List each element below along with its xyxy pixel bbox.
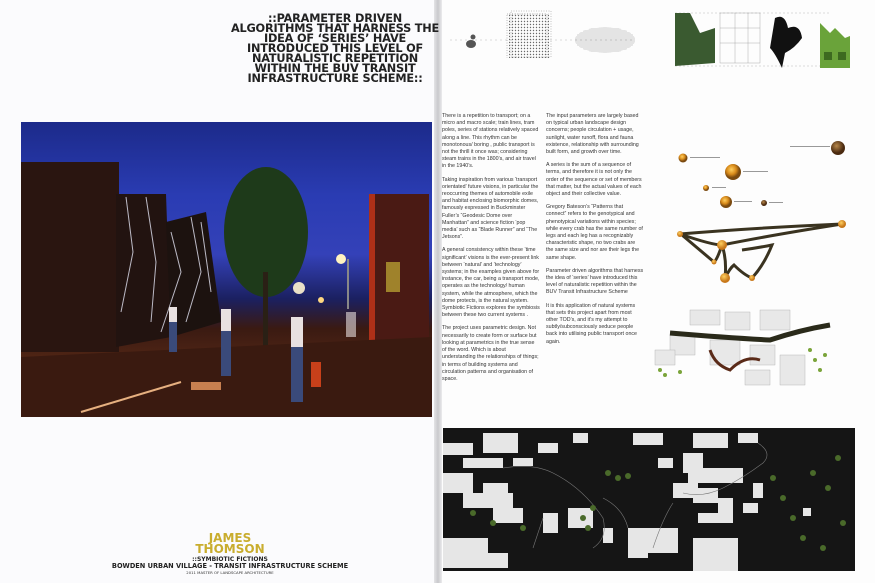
facade-sequence — [670, 8, 870, 68]
body-text-column-1 — [442, 113, 540, 389]
author-credit — [100, 533, 360, 576]
paragraph: There is a repetition to transport; on a micro and macro scale; train lines, tram poles, series of stations relatively spaced along a line. This rhythm can be monotonous/ boring , public transport is not the thrill it once was; considering steam trains in the 1800’s, and air travel in the 1940’s. — [442, 113, 539, 170]
night-street-photo — [21, 122, 432, 417]
author-last-name: THOMSON — [195, 542, 265, 556]
paragraph: The project uses parametric design. Not necessarily to create form or surface but looking at parametrics in the true sense of the word. Which is about understanding the relationships of things; in terms of building systems and circulation patterns and organisation of space. — [442, 325, 539, 382]
scheme-title: BOWDEN URBAN VILLAGE - TRANSIT INFRASTRUCTURE SCHEME — [111, 562, 349, 570]
massing-model — [650, 300, 850, 390]
paragraph: Taking inspiration from various ‘transport orientated’ future visions, in particular the reoccurring themes of automobile exile and habitat enclosing biomorphic domes, famously expressed in Buckminster Fuller’s “Geodesic Dome over Manhattan” and science fiction ‘pop media’ such as “Blade Runner” and “The Jetsons”. — [442, 176, 539, 241]
paragraph: It is this application of natural systems that sets this project apart from most other TOD’s, and it’s my attempt to subtly/subconsciously seduce people back into utilising public transport once again. — [546, 302, 637, 345]
paragraph: Gregory Bateson’s “Patterns that connect” refers to the genotypical and phenotypical variations within species; while every crab has the same number of legs and each leg has a recognizably characteristic shape, no two crabs are the same size and nor are their legs the same shape. — [546, 204, 643, 261]
aerial-site-model — [443, 428, 855, 571]
spread-gutter — [434, 0, 442, 583]
author-first-name: JAMES — [208, 531, 252, 545]
network-model — [672, 220, 852, 290]
headline: ::PARAMETER DRIVEN ALGORITHMS THAT HARNESS THE IDEA OF ‘SERIES’ HAVE INTRODUCED THIS LEVEL OF NATURALISTIC REPETITION WITHIN THE BUV TRANSIT INFRASTRUCTURE SCHEME:: — [230, 12, 440, 85]
project-title: ::SYMBIOTIC FICTIONS — [192, 556, 268, 563]
paragraph: Parameter driven algorithms that harness the idea of ‘series’ have introduced this level of naturalistic repetition within the BUV Transit Infrastructure Scheme — [546, 267, 644, 296]
paragraph: A series is the sum of a sequence of terms, and therefore it is not only the order of the sequence or set of members that matter, but the actual values of each object and their collective value. — [546, 162, 642, 198]
paragraph: The input parameters are largely based on typical urban landscape design concerns; people circulation + usage, sunlight, water runoff, flora and fauna existence, relationship with surrounding built form, and growth over time. — [546, 113, 639, 156]
degree-line: 2011 MASTER OF LANDSCAPE ARCHITECTURE — [186, 570, 274, 575]
paragraph: A general consistency within these ‘time significant’ visions is the ever-present link between ‘natural’ and ‘technology’ systems; in the examples given above for instance, the car, being a transport mode, operates as the technology/ human system, while the atmosphere, which the dome protects, is the natural system. Symbiotic Fictions explores the symbiosis between these two current systems . — [442, 247, 540, 319]
body-text-column-2 — [546, 113, 644, 352]
parameter-spheres — [665, 140, 875, 215]
series-diagram — [445, 8, 645, 58]
